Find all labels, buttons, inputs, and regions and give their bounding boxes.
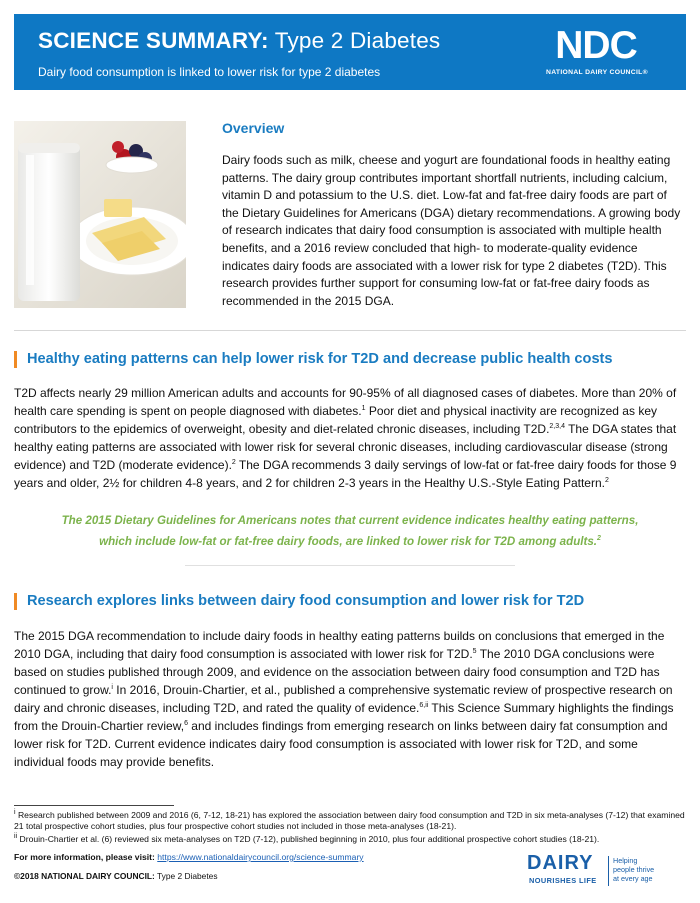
dairy-logo-tagline (613, 856, 654, 883)
ndc-logo-letters: NDC (555, 24, 637, 67)
citation-sup: 2,3,4 (549, 423, 565, 430)
header-banner (14, 14, 686, 90)
footnote-mark: i (14, 809, 16, 817)
dairy-photo (14, 121, 186, 308)
text-run: T2D affects nearly 29 million American adults and accounts for 90-95% of all diagnosed cases of diabetes. More than 20% of health care spending is spent on people diagnosed with diabetes. (14, 386, 677, 418)
text-run: Poor diet and physical inactivity are recognized as key contributors to the epidemics of overweight, obesity and diet-related chronic diseases, including T2D. (14, 404, 657, 436)
section-healthy-eating-text (14, 384, 686, 492)
quote-rule (185, 565, 515, 566)
title-bold: SCIENCE SUMMARY: (38, 28, 269, 53)
section-heading-research: Research explores links between dairy food consumption and lower risk for T2D (14, 593, 584, 610)
citation-sup: 5 (472, 648, 477, 655)
citation-sup: 2 (604, 477, 609, 484)
ndc-logo-name: NATIONAL DAIRY COUNCIL® (546, 69, 648, 76)
copyright (14, 871, 218, 881)
text-run: This Science Summary highlights the findings from the Drouin-Chartier review, (14, 701, 674, 733)
more-info-label: For more information, please visit: (14, 852, 155, 862)
tagline-line: at every age (613, 874, 653, 883)
citation-sup: 6 (184, 720, 188, 727)
text-run: The 2010 DGA conclusions were based on studies published through 2009, and evidence on the association between dairy food consumption and T2D has continued to grow. (14, 647, 660, 697)
title-rest: Type 2 Diabetes (268, 28, 441, 53)
pull-quote-line-1: The 2015 Dietary Guidelines for Americans notes that current evidence indicates healthy eating patterns, (61, 514, 639, 527)
footnote-text: Drouin-Chartier et al. (6) reviewed six meta-analyses on T2D (7-12), published beginning in 2010, plus four additional prospective cohort studies (18-21). (19, 834, 600, 844)
citation-sup: 6,ii (419, 702, 429, 709)
copyright-bold: ©2018 NATIONAL DAIRY COUNCIL: (14, 871, 155, 881)
footnote-text: Research published between 2009 and 2016 (6, 7-12, 18-21) has explored the association between dairy food consumption and T2D in six meta-analyses (7-12) that examined 21 total prospective cohort studies, plus four prospective cohort studies not included in those meta-analyses (18-21). (14, 810, 685, 831)
tagline-line: Helping (613, 856, 638, 865)
overview-heading: Overview (222, 120, 285, 136)
text-run: In 2016, Drouin-Chartier, et al., published a comprehensive systematic review of prospective research on dairy and chronic diseases, including T2D, and rated the quality of evidence. (14, 683, 673, 715)
section-heading-healthy-eating: Healthy eating patterns can help lower risk for T2D and decrease public health costs (14, 351, 613, 368)
citation-sup: i (111, 684, 113, 691)
citation-sup: 2 (231, 459, 236, 466)
section-divider (14, 330, 686, 331)
pull-quote (14, 510, 686, 552)
citation-sup: 1 (361, 405, 366, 412)
copyright-rest: Type 2 Diabetes (154, 871, 218, 881)
dairy-logo-separator (608, 856, 609, 886)
tagline-line: people thrive (613, 865, 655, 874)
text-run: The 2015 DGA recommendation to include dairy foods in healthy eating patterns builds on conclusions that emerged in the 2010 DGA, including that dairy food consumption is associated with lower risk for T2D. (14, 629, 665, 661)
text-run: The DGA recommends 3 daily servings of low-fat or fat-free dairy foods for those 9 years and older, 2½ for children 4-8 years, and 2 for children 2-3 years in the Healthy U.S.-Style Eating Pattern. (14, 458, 677, 490)
page-subtitle: Dairy food consumption is linked to lower risk for type 2 diabetes (38, 65, 381, 79)
pull-quote-line-2 (14, 531, 686, 552)
footnote-rule (14, 805, 174, 806)
overview-text: Dairy foods such as milk, cheese and yogurt are foundational foods in healthy eating patterns. The dairy group contributes important shortfall nutrients, including calcium, vitamin D and potassium to the U.S. diet. Low-fat and fat-free dairy foods are part of the Dietary Guidelines for Americans (DGA) dietary recommendations. A growing body of research indicates that dairy food consumption is associated with multiple health benefits, and a 2016 review concluded that high- to moderate-quality evidence indicates dairy foods are associated with a lower risk for type 2 diabetes (T2D). This research provides further support for consuming low-fat or fat-free dairy foods as recommended in the 2015 DGA. (222, 153, 681, 308)
footnote-mark: ii (14, 833, 18, 841)
footnote-1 (14, 810, 686, 832)
dairy-nourishes-life-logo (527, 852, 687, 892)
text-run: and includes findings from emerging research on links between dairy fat consumption and lower risk for T2D. Current evidence indicates dairy food consumption is associated with lower risk for T2D, and some individual foods may provide benefits. (14, 719, 668, 769)
section-research-text (14, 627, 686, 771)
footnote-2 (14, 834, 686, 845)
more-info (14, 852, 364, 862)
page-title (38, 28, 440, 54)
dairy-logo-word: DAIRY (527, 852, 594, 874)
dairy-logo-nourishes: NOURISHES LIFE (529, 876, 597, 885)
more-info-link[interactable]: https://www.nationaldairycouncil.org/science-summary (157, 852, 364, 862)
text-run: The DGA states that healthy eating patterns are associated with lower risk for several chronic diseases, including cardiovascular disease (strong evidence) and T2D (moderate evidence). (14, 422, 677, 472)
ndc-logo (546, 26, 646, 78)
citation-sup: 2 (597, 535, 601, 543)
text-run: which include low-fat or fat-free dairy foods, are linked to lower risk for T2D among adults. (99, 535, 598, 548)
